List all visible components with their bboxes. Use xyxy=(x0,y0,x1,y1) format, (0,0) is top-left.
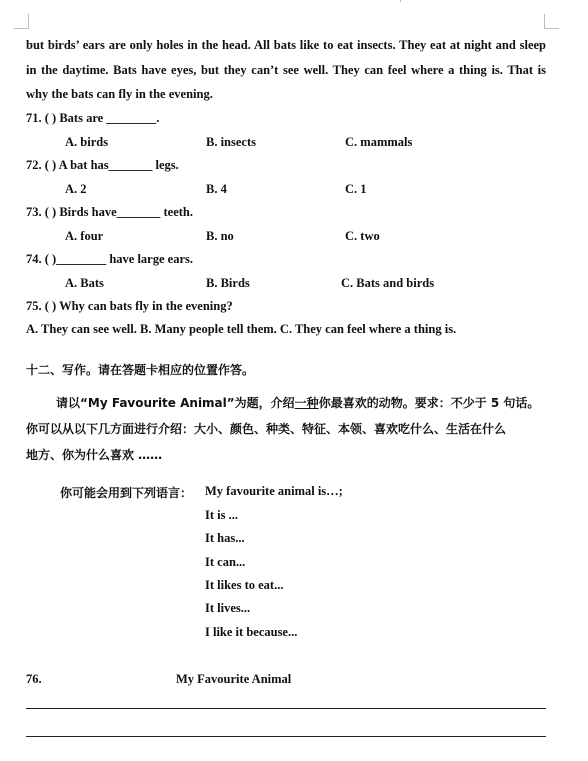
phrase-item: It has... xyxy=(205,531,245,545)
question-73-stem: 73. ( ) Birds have_______ teeth. xyxy=(26,205,193,219)
section-title: 十二、写作。请在答题卡相应的位置作答。 xyxy=(26,363,255,377)
phrase-item: It likes to eat... xyxy=(205,578,284,592)
question-74-option-a: A. Bats xyxy=(65,276,104,290)
question-75-stem: 75. ( ) Why can bats fly in the evening? xyxy=(26,299,233,313)
question-71-option-b: B. insects xyxy=(206,135,256,149)
phrase-item: I like it because... xyxy=(205,625,298,639)
page-edge-mark xyxy=(400,0,401,2)
crop-mark-top-right xyxy=(544,14,559,29)
question-75-options: A. They can see well. B. Many people tell them. C. They can feel where a thing is. xyxy=(26,322,457,336)
phrase-item: My favourite animal is…; xyxy=(205,484,343,498)
writing-prompt-line-1-b: 你最喜欢的动物。要求：不少于 5 句话。 xyxy=(318,396,540,410)
question-72-option-b: B. 4 xyxy=(206,182,227,196)
question-74-option-c: C. Bats and birds xyxy=(341,276,435,290)
passage-line-2: in the daytime. Bats have eyes, but they can’t see well. They can feel where a thing is. That is xyxy=(26,63,546,77)
writing-prompt-line-1-a: 请以“My Favourite Animal”为题，介绍 xyxy=(56,396,295,410)
essay-title: My Favourite Animal xyxy=(176,672,292,686)
question-73-option-b: B. no xyxy=(206,229,234,243)
phrase-item: It is ... xyxy=(205,508,238,522)
phrases-label: 你可能会用到下列语言： xyxy=(60,486,193,500)
writing-prompt-line-3: 地方、你为什么喜欢 …… xyxy=(26,448,163,462)
answer-line xyxy=(26,736,546,737)
crop-mark-top-left xyxy=(14,14,29,29)
question-72-option-c: C. 1 xyxy=(345,182,367,196)
answer-line xyxy=(26,708,546,709)
writing-prompt-line-1-underlined: 一种 xyxy=(294,396,319,410)
writing-prompt-line-1 xyxy=(56,394,539,411)
phrase-item: It lives... xyxy=(205,601,251,615)
question-74-option-b: B. Birds xyxy=(206,276,250,290)
question-74-stem: 74. ( )________ have large ears. xyxy=(26,252,193,266)
question-72-stem: 72. ( ) A bat has_______ legs. xyxy=(26,158,179,172)
passage-line-1: but birds’ ears are only holes in the head. All bats like to eat insects. They eat at night and sleep xyxy=(26,38,546,52)
question-76-number: 76. xyxy=(26,672,42,686)
question-73-option-a: A. four xyxy=(65,229,104,243)
question-71-option-c: C. mammals xyxy=(345,135,413,149)
question-73-option-c: C. two xyxy=(345,229,380,243)
writing-prompt-line-2: 你可以从以下几方面进行介绍：大小、颜色、种类、特征、本领、喜欢吃什么、生活在什么 xyxy=(26,422,507,436)
passage-line-3: why the bats can fly in the evening. xyxy=(26,87,213,101)
question-71-stem: 71. ( ) Bats are ________. xyxy=(26,111,160,125)
phrase-item: It can... xyxy=(205,555,246,569)
question-72-option-a: A. 2 xyxy=(65,182,87,196)
question-71-option-a: A. birds xyxy=(65,135,109,149)
